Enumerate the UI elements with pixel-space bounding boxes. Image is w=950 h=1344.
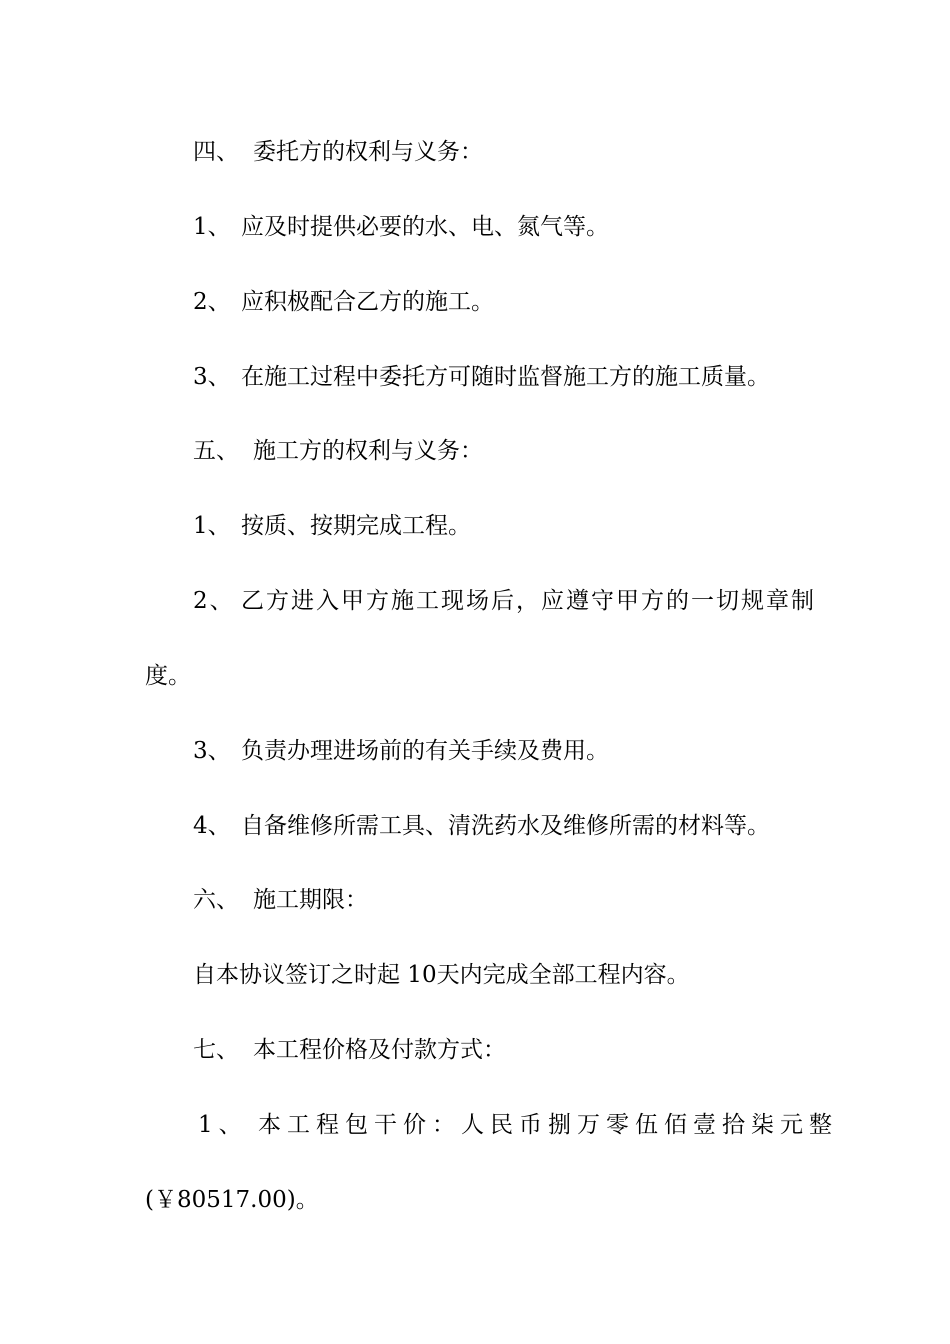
clause-text: 负责办理进场前的有关手续及费用。 xyxy=(241,738,609,764)
section-heading-4 xyxy=(193,137,483,167)
clause-item xyxy=(193,811,770,841)
clause-number: 1、 xyxy=(193,513,231,539)
section-title: 施工期限： xyxy=(253,887,368,913)
clause-text: 按质、按期完成工程。 xyxy=(241,513,471,539)
clause-continuation xyxy=(145,661,191,691)
clause-text: 应及时提供必要的水、电、氮气等。 xyxy=(241,214,609,240)
section-number: 五、 xyxy=(193,438,239,464)
section-number: 六、 xyxy=(193,887,239,913)
section-title: 委托方的权利与义务： xyxy=(253,139,483,165)
clause-text: 本工程包干价：人民币捌万零伍佰壹拾柒元整 xyxy=(258,1112,838,1138)
paragraph-text xyxy=(193,960,690,990)
clause-number: 2、 xyxy=(193,289,231,315)
section-title: 本工程价格及付款方式： xyxy=(253,1037,506,1063)
clause-item xyxy=(193,736,609,766)
section-heading-6 xyxy=(193,885,368,915)
section-heading-5 xyxy=(193,436,483,466)
section-heading-7 xyxy=(193,1035,506,1065)
clause-item xyxy=(193,362,770,392)
clause-item xyxy=(193,586,816,616)
section-number: 七、 xyxy=(193,1037,239,1063)
clause-number: 1、 xyxy=(193,214,231,240)
clause-item xyxy=(193,212,609,242)
clause-item xyxy=(198,1110,838,1140)
clause-item xyxy=(193,511,471,541)
clause-text: 在施工过程中委托方可随时监督施工方的施工质量。 xyxy=(241,364,770,390)
clause-item xyxy=(193,287,494,317)
clause-text: (￥80517.00)。 xyxy=(145,1187,319,1213)
clause-number: 2、 xyxy=(193,588,235,614)
paragraph-content: 自本协议签订之时起 10天内完成全部工程内容。 xyxy=(193,962,690,988)
clause-number: 3、 xyxy=(193,364,231,390)
clause-continuation xyxy=(145,1185,319,1215)
clause-text: 应积极配合乙方的施工。 xyxy=(241,289,494,315)
section-number: 四、 xyxy=(193,139,239,165)
clause-text: 乙方进入甲方施工现场后，应遵守甲方的一切规章制 xyxy=(241,588,816,614)
clause-number: 1、 xyxy=(198,1112,248,1138)
clause-number: 3、 xyxy=(193,738,231,764)
section-title: 施工方的权利与义务： xyxy=(253,438,483,464)
clause-text: 自备维修所需工具、清洗药水及维修所需的材料等。 xyxy=(241,813,770,839)
clause-number: 4、 xyxy=(193,813,231,839)
clause-text: 度。 xyxy=(145,663,191,689)
